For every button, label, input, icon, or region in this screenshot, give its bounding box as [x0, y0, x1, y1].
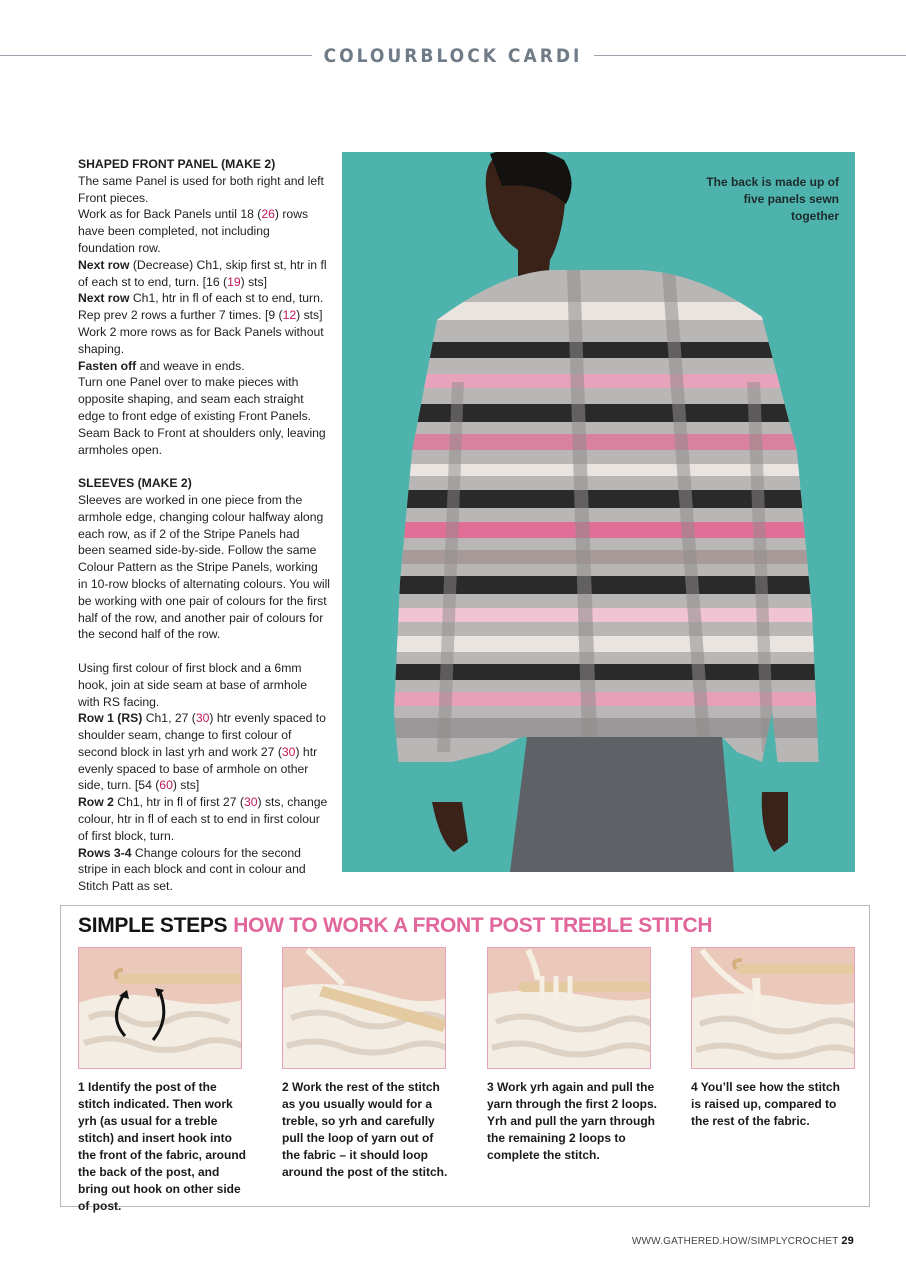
footer-url: WWW.GATHERED.HOW/SIMPLYCROCHET: [631, 1236, 839, 1247]
step-3-illustration: [488, 948, 651, 1069]
front-panel-intro: The same Panel is used for both right and left Front pieces.: [78, 173, 324, 205]
step-4-text: 4 You’ll see how the stitch is raised up, compared to the rest of the fabric.: [691, 1080, 840, 1128]
page-footer: [632, 1235, 854, 1247]
model-illustration: [342, 152, 855, 872]
sleeves-row-2: Row 2 Ch1, htr in fl of first 27 (30) sts, change colour, htr in fl of each st to end in first colour of first block, turn.: [78, 795, 328, 843]
step-2-text: 2 Work the rest of the stitch as you usually would for a treble, so yrh and carefully pull the loop of yarn out of the fabric – it should loop around the post of the stitch.: [282, 1080, 448, 1179]
step-1-text: 1 Identify the post of the stitch indicated. Then work yrh (as usual for a treble stitch) and insert hook into the front of the fabric, around the back of the post, and bring out hook on other side of post.: [78, 1080, 246, 1213]
sleeves-row-1: Row 1 (RS) Ch1, 27 (30) htr evenly spaced to shoulder seam, change to first colour of second block in last yrh and work 27 (30) htr evenly spaced to base of armhole on other side, turn. [54 (60) sts]: [78, 711, 326, 793]
left-hand-shape: [432, 802, 468, 852]
page-number: 29: [841, 1235, 854, 1247]
right-hand-shape: [762, 792, 788, 852]
front-panel-more-rows: Work 2 more rows as for Back Panels without shaping.: [78, 324, 324, 356]
step-2-illustration: [283, 948, 446, 1069]
front-panel-heading: SHAPED FRONT PANEL (MAKE 2): [78, 157, 276, 171]
header-title-wrap: [0, 43, 906, 69]
cardigan-back-photo: [342, 152, 855, 872]
sleeves-rows-3-4: Rows 3-4 Change colours for the second stripe in each block and cont in colour and Stitch Patt as set.: [78, 845, 306, 894]
jeans-shape: [510, 737, 734, 872]
sleeves-join: Using first colour of first block and a 6mm hook, join at side seam at base of armhole with RS facing.: [78, 660, 307, 709]
sleeves-intro: Sleeves are worked in one piece from the armhole edge, changing colour halfway along each row, as if 2 of the Stripe Panels had been seamed side-by-side. Follow the same Colour Pattern as the Stripe Panels, working in 10-row blocks of alternating colours. You will be working with one pair of colours for the first half of the row, and another pair of colours for the second half of the row.: [78, 492, 331, 642]
cardigan-stripes: [342, 262, 855, 762]
step-1-photo: [78, 947, 242, 1069]
step-4-illustration: [692, 948, 855, 1069]
step-1-illustration: [79, 948, 242, 1069]
sleeves-heading: SLEEVES (MAKE 2): [78, 476, 192, 491]
front-panel-decrease-row: Next row (Decrease) Ch1, skip first st, htr in fl of each st to end, turn. [16 (19) sts]: [78, 257, 327, 289]
step-4-photo: [691, 947, 855, 1069]
front-panel-work: Work as for Back Panels until 18 (26) rows have been completed, not including foundation row.: [78, 207, 309, 255]
simple-steps-title: [78, 912, 712, 940]
front-panel-fasten-off: Fasten off and weave in ends.: [78, 358, 245, 373]
step-2-photo: [282, 947, 446, 1069]
photo-caption: The back is made up of five panels sewn together: [706, 175, 839, 223]
simple-steps-subtitle: HOW TO WORK A FRONT POST TREBLE STITCH: [233, 914, 713, 937]
front-panel-next-row: Next row Ch1, htr in fl of each st to end, turn. Rep prev 2 rows a further 7 times. [9 (12) sts]: [78, 291, 324, 323]
header-title: COLOURBLOCK CARDI: [312, 45, 595, 67]
step-3-photo: [487, 947, 651, 1069]
front-panel-seaming: Turn one Panel over to make pieces with opposite shaping, and seam each straight edge to front edge of existing Front Panels. Seam Back to Front at shoulders only, leaving armholes open.: [78, 375, 326, 457]
pattern-text-column: [78, 156, 330, 895]
simple-steps-label: SIMPLE STEPS: [78, 914, 228, 937]
step-3-text: 3 Work yrh again and pull the yarn through the first 2 loops. Yrh and pull the yarn through the remaining 2 loops to complete the stitch.: [487, 1080, 658, 1162]
